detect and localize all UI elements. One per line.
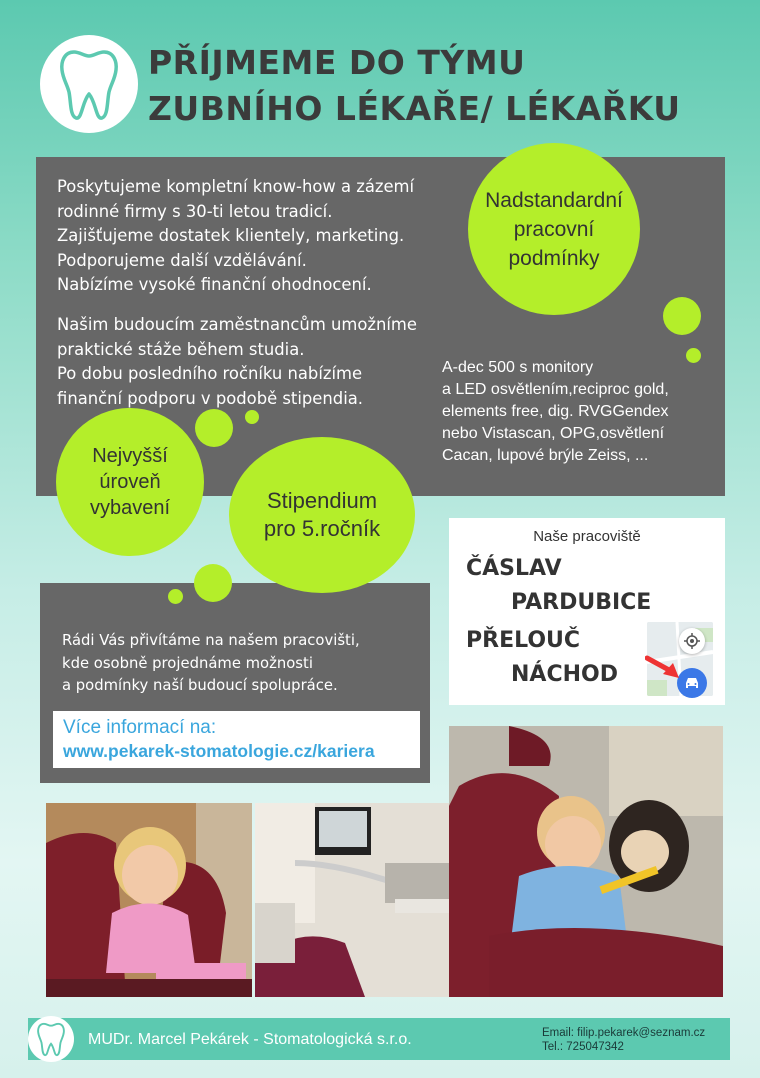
equipment-text: A-dec 500 s monitory a LED osvětlením,reciproc gold, elements free, dig. RVGGendex nebo Vistascan, OPG,osvětlení Cacan, lupové brýle Zeiss, ... [442, 359, 669, 464]
badge-equipment: Nejvyšší úroveň vybavení [56, 408, 204, 556]
tooth-icon [58, 46, 120, 122]
link-label: Více informací na: [63, 717, 217, 738]
city-caslav: ČÁSLAV [466, 556, 562, 581]
photo-dental-unit [255, 803, 449, 997]
benefits-text: Poskytujeme kompletní know-how a zázemí rodinné firmy s 30-ti letou tradicí. Zajišťujeme dostatek klientely, marketing. Podporujeme další vzdělávání. Nabízíme vysoké finanční ohodnocení. [57, 177, 415, 294]
arrow-icon [645, 654, 681, 680]
logo [40, 35, 138, 133]
badge-scholarship: Stipendium pro 5.ročník [229, 437, 415, 593]
city-prelouc: PŘELOUČ [466, 628, 581, 653]
city-pardubice: PARDUBICE [511, 590, 652, 615]
contact-info: Email: filip.pekarek@seznam.cz Tel.: 725047342 [542, 1027, 706, 1053]
photo-girl-dental-chair [46, 803, 252, 997]
internship-text: Našim budoucím zaměstnancům umožníme praktické stáže během studia. Po dobu posledního ročníku nabízíme finanční podporu v podobě stipendia. [57, 315, 417, 408]
career-link[interactable]: www.pekarek-stomatologie.cz/kariera [63, 741, 375, 761]
footer-logo [28, 1016, 74, 1062]
decor-dot [686, 348, 701, 363]
decor-dot [168, 589, 183, 604]
workplaces-heading: Naše pracoviště [533, 528, 641, 545]
location-target-icon[interactable] [679, 628, 705, 654]
decor-dot [194, 564, 232, 602]
headline-line2: ZUBNÍHO LÉKAŘE/ LÉKAŘKU [148, 89, 681, 128]
info-link-box [53, 711, 420, 768]
decor-dot [663, 297, 701, 335]
headline-line1: PŘÍJMEME DO TÝMU [148, 43, 526, 82]
car-icon[interactable] [677, 668, 707, 698]
company-name: MUDr. Marcel Pekárek - Stomatologická s.r.o. [88, 1031, 412, 1048]
workplaces-box [449, 518, 725, 705]
city-nachod: NÁCHOD [511, 662, 618, 687]
decor-dot [195, 409, 233, 447]
page-title [148, 40, 681, 132]
tooth-icon [36, 1021, 66, 1057]
welcome-text: Rádi Vás přivítáme na našem pracovišti, kde osobně projednáme možnosti a podmínky naší budoucí spolupráce. [62, 632, 360, 694]
badge-conditions: Nadstandardní pracovní podmínky [468, 143, 640, 315]
decor-dot [245, 410, 259, 424]
photo-boy-with-monkey-toy [449, 726, 723, 997]
